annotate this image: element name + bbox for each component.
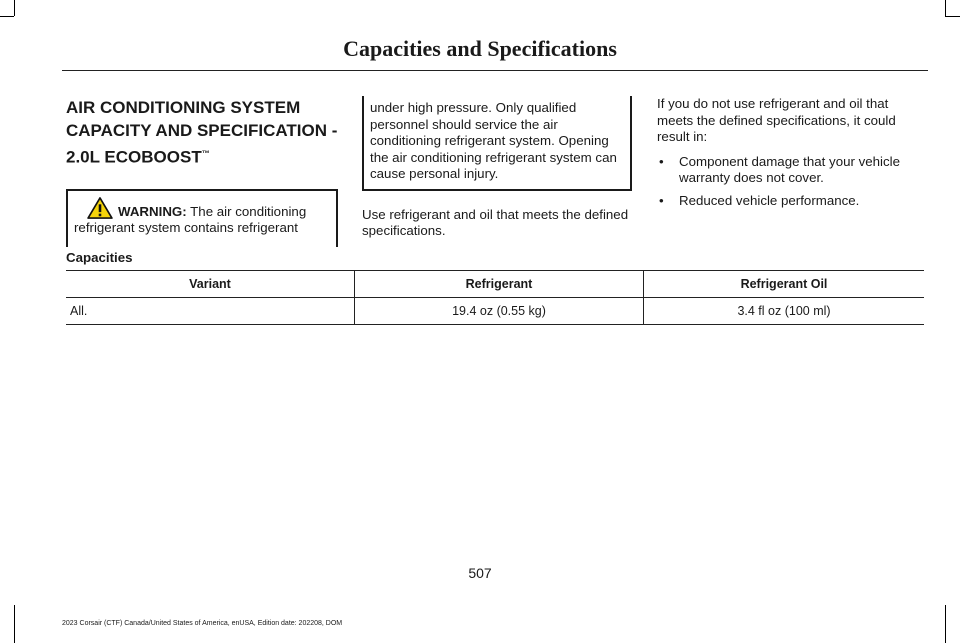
list-item: • Component damage that your vehicle warranty does not cover. [657, 154, 927, 187]
column-header-refrigerant-oil: Refrigerant Oil [644, 271, 925, 298]
warning-text [74, 197, 330, 237]
use-refrigerant-text: Use refrigerant and oil that meets the defined specifications. [362, 206, 629, 238]
crop-mark [14, 0, 15, 16]
column-header-refrigerant: Refrigerant [355, 271, 644, 298]
warning-text-part1: The air conditioning refrigerant system contains refrigerant [74, 203, 307, 236]
column-left [66, 96, 338, 247]
cell-variant: All. [66, 298, 355, 325]
page-number: 507 [468, 565, 492, 581]
column-right [657, 96, 927, 215]
cell-refrigerant: 19.4 oz (0.55 kg) [355, 298, 644, 325]
warning-box [66, 189, 338, 247]
heading-line-3: 2.0L ECOBOOST [66, 147, 202, 167]
cell-refrigerant-oil: 3.4 fl oz (100 ml) [644, 298, 925, 325]
page-header-title: Capacities and Specifications [343, 36, 617, 61]
warning-box-continued [362, 96, 632, 191]
warning-label: WARNING: [118, 203, 187, 219]
crop-mark [945, 605, 946, 643]
column-middle [362, 96, 632, 240]
consequence-list [657, 154, 927, 210]
warning-triangle-icon [86, 197, 114, 219]
heading-line-2: CAPACITY AND SPECIFICATION - [66, 121, 338, 140]
heading-line-1: AIR CONDITIONING SYSTEM [66, 98, 301, 117]
list-item: • Reduced vehicle performance. [657, 193, 927, 210]
crop-mark [945, 0, 946, 16]
trademark-symbol: ™ [201, 149, 210, 158]
crop-mark [14, 605, 15, 643]
section-heading [66, 96, 338, 169]
table-row [66, 298, 924, 325]
footer-edition-text: 2023 Corsair (CTF) Canada/United States of America, enUSA, Edition date: 202208, DOM [62, 620, 343, 627]
capacities-table [66, 270, 924, 325]
capacities-label: Capacities [66, 250, 133, 265]
crop-mark [0, 16, 14, 17]
crop-mark [945, 16, 960, 17]
column-header-variant: Variant [66, 271, 355, 298]
if-not-text: If you do not use refrigerant and oil that meets the defined specifications, it could result in: [657, 96, 896, 144]
header-rule [62, 70, 928, 71]
table-header-row [66, 271, 924, 298]
warning-text-part2: under high pressure. Only qualified personnel should service the air conditioning refrigerant system. Opening the air conditioning refrigerant system can cause personal injury. [370, 100, 617, 181]
